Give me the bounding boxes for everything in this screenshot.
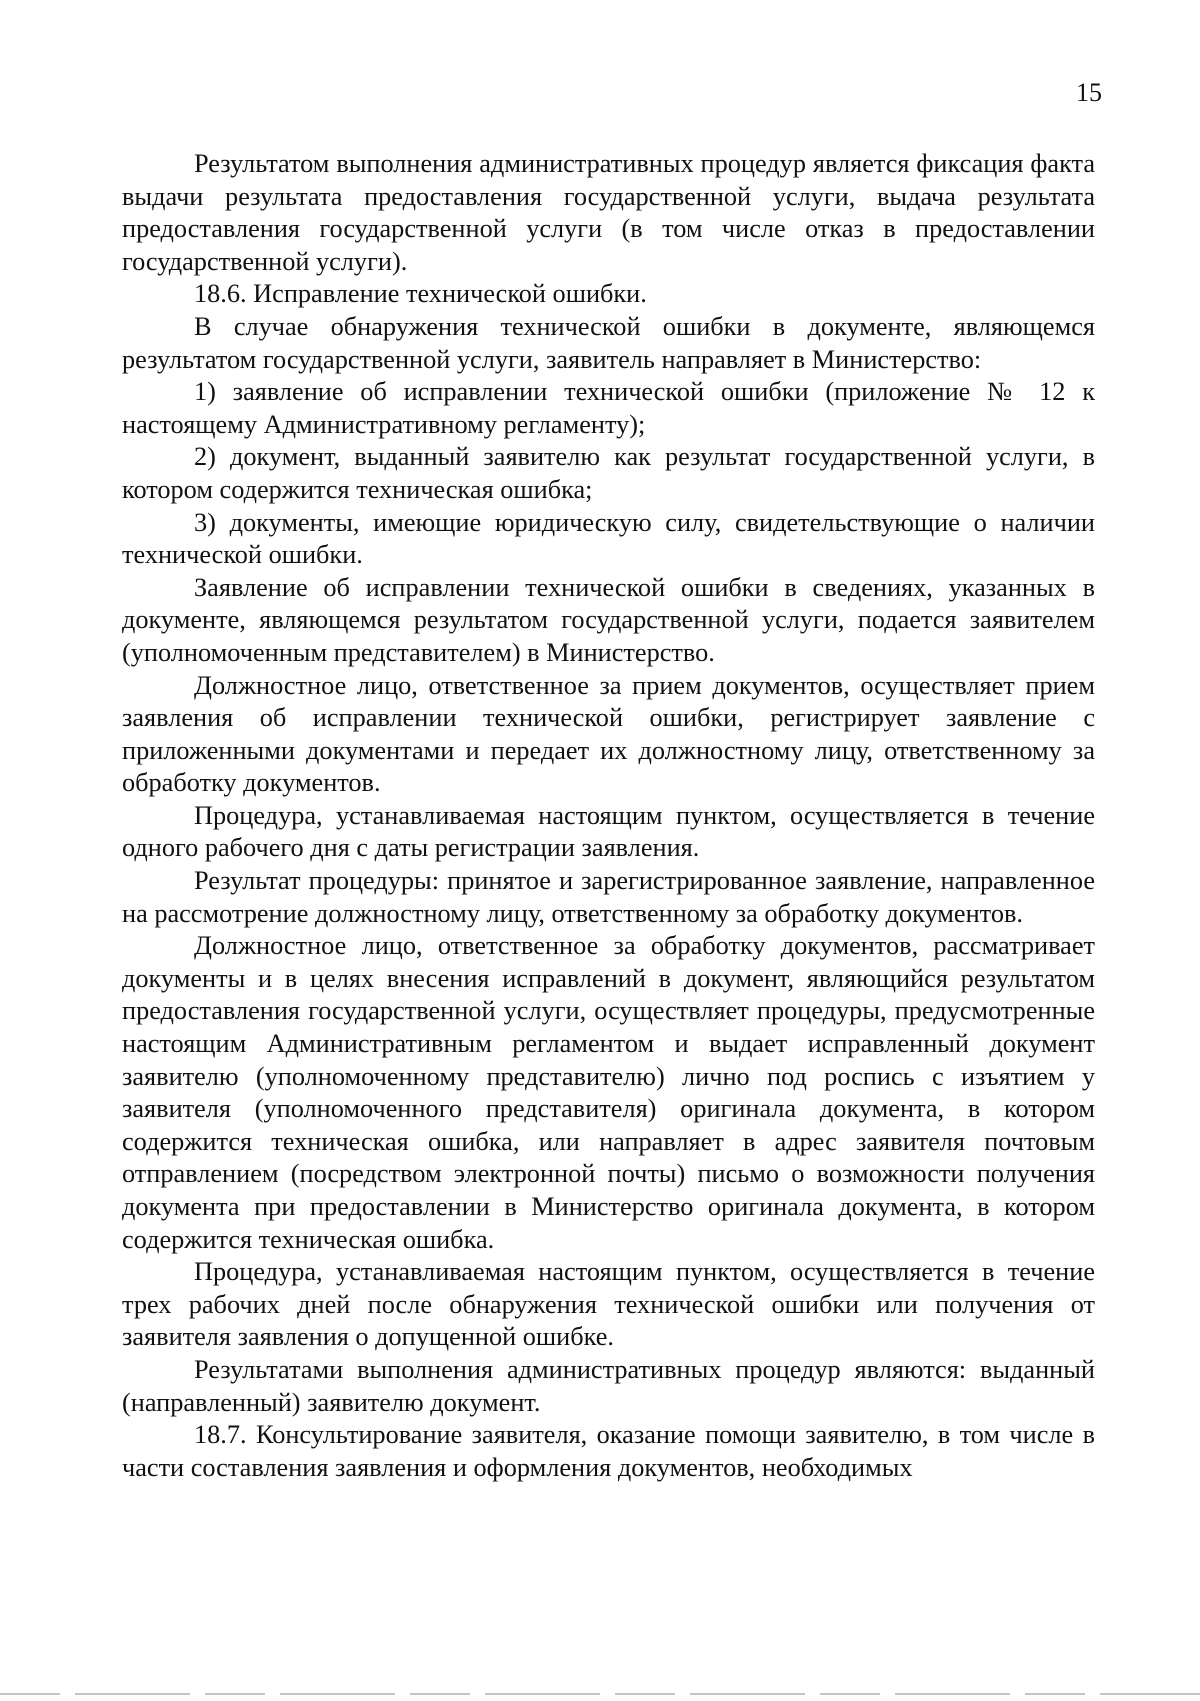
document-body bbox=[122, 148, 1095, 1484]
list-item: 1) заявление об исправлении технической ошибки (приложение № 12 к настоящему Административному регламенту); bbox=[122, 377, 1095, 439]
paragraph: Результат процедуры: принятое и зарегистрированное заявление, направленное на рассмотрение должностному лицу, ответственному за обработку документов. bbox=[122, 866, 1095, 928]
page-number: 15 bbox=[1076, 78, 1102, 107]
paragraph: Должностное лицо, ответственное за обработку документов, рассматривает документы и в целях внесения исправлений в документ, являющийся результатом предоставления государственной услуги, осуществляет процедуры, предусмотренные настоящим Административным регламентом и выдает исправленный документ заявителю (уполномоченному представителю) лично под роспись с изъятием у заявителя (уполномоченного представителя) оригинала документа, в котором содержится техническая ошибка, или направляет в адрес заявителя почтовым отправлением (посредством электронной почты) письмо о возможности получения документа при предоставлении в Министерство оригинала документа, в котором содержится техническая ошибка. bbox=[122, 931, 1095, 1254]
list-item: 2) документ, выданный заявителю как результат государственной услуги, в котором содержится техническая ошибка; bbox=[122, 442, 1095, 504]
paragraph: Результатами выполнения административных процедур являются: выданный (направленный) заявителю документ. bbox=[122, 1354, 1095, 1417]
paragraph: Результатом выполнения административных процедур является фиксация факта выдачи результата предоставления государственной услуги, выдача результата предоставления государственной услуги (в том числе отказ в предоставлении государственной услуги). bbox=[122, 149, 1095, 276]
paragraph: Заявление об исправлении технической ошибки в сведениях, указанных в документе, являющемся результатом государственной услуги, подается заявителем (уполномоченным представителем) в Министерство. bbox=[122, 572, 1095, 667]
paragraph: Процедура, устанавливаемая настоящим пунктом, осуществляется в течение трех рабочих дней после обнаружения технической ошибки или получения от заявителя заявления о допущенной ошибке. bbox=[122, 1257, 1095, 1352]
paragraph: Процедура, устанавливаемая настоящим пунктом, осуществляется в течение одного рабочего дня с даты регистрации заявления. bbox=[122, 800, 1095, 863]
scan-edge-line bbox=[0, 1693, 1200, 1695]
paragraph: В случае обнаружения технической ошибки в документе, являющемся результатом государственной услуги, заявитель направляет в Министерство: bbox=[122, 311, 1095, 374]
section-heading-18-6: 18.6. Исправление технической ошибки. bbox=[194, 279, 647, 309]
section-heading-18-7: 18.7. Консультирование заявителя, оказание помощи заявителю, в том числе в части составления заявления и оформления документов, необходимых bbox=[122, 1420, 1095, 1482]
paragraph: Должностное лицо, ответственное за прием документов, осуществляет прием заявления об исправлении технической ошибки, регистрирует заявление с приложенными документами и передает их должностному лицу, ответственному за обработку документов. bbox=[122, 670, 1095, 798]
list-item: 3) документы, имеющие юридическую силу, свидетельствующие о наличии технической ошибки. bbox=[122, 507, 1095, 570]
